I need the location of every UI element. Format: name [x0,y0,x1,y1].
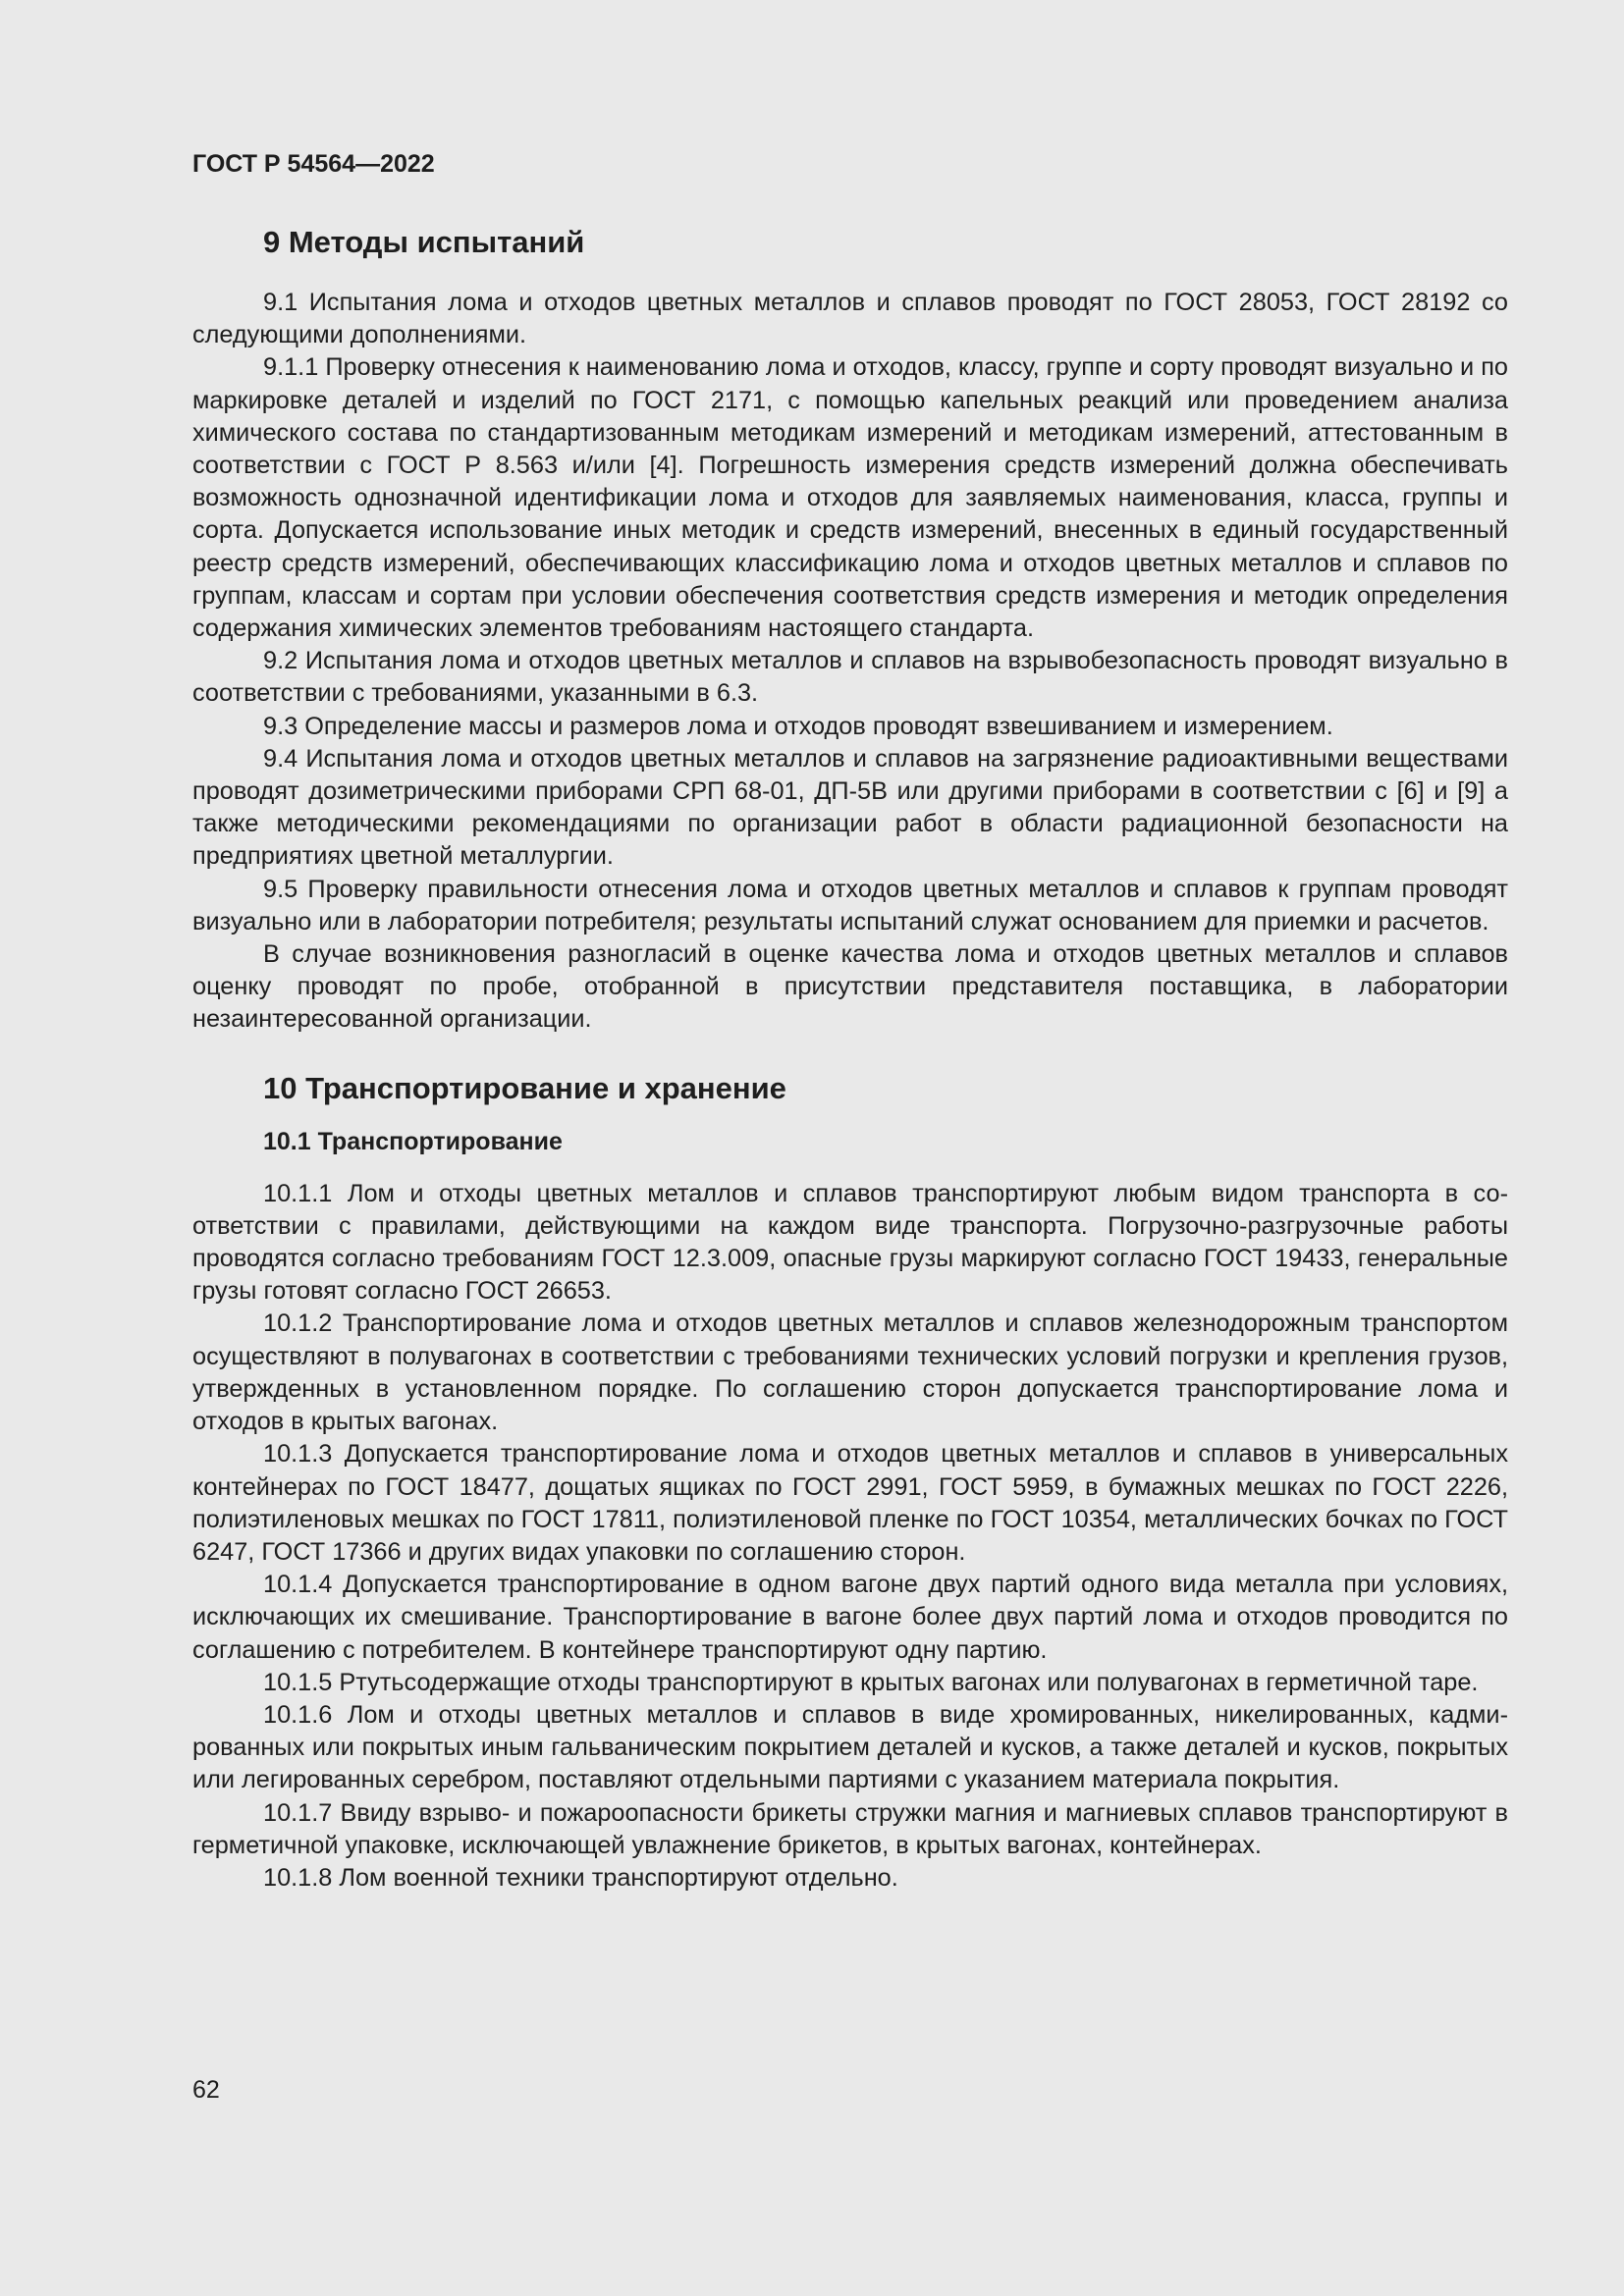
paragraph-9-2: 9.2 Испытания лома и отходов цветных металлов и сплавов на взрывобезопасность проводят визуально в соответствии с требованиями, указанными в 6.3. [192,647,1508,708]
paragraph-9-5: 9.5 Проверку правильности отнесения лома и отходов цветных металлов и сплавов к группам проводят визуально или в лаборатории потребителя; результаты испытаний служат основанием для приемки и расчетов. [192,875,1508,935]
paragraph-10-1-4: 10.1.4 Допускается транспортирование в одном вагоне двух партий одного вида металла при условиях, исключающих их смешивание. Транспортирование в вагоне более двух партий лома и отходов проводится по соглашению с потребителем. В контейнере транспортируют одну партию. [192,1571,1508,1664]
paragraph-10-1-1: 10.1.1 Лом и отходы цветных металлов и сплавов транспортируют любым видом транспорта в соответствии с правилами, действующими на каждом виде транспорта. Погрузочно-разгрузочные работы проводятся согласно требованиям ГОСТ 12.3.009, опасные грузы маркируют согласно ГОСТ 19433, генеральные грузы готовят согласно ГОСТ 26653. [192,1179,1508,1306]
document-code-header: ГОСТ Р 54564—2022 [192,150,435,178]
section-9-title: 9 Методы испытаний [263,225,585,259]
section-10-title: 10 Транспортирование и хранение [263,1070,786,1105]
paragraph-9-4: 9.4 Испытания лома и отходов цветных металлов и сплавов на загрязнение радиоактивными веществами проводят дозиметрическими приборами СРП 68-01, ДП-5В или другими приборами в соответствии с [6] и [9] а также методическими рекомендациями по организации работ в области радиационной безопасности на предприятиях цветной металлургии. [192,744,1508,871]
paragraph-10-1-8: 10.1.8 Лом военной техники транспортируют отдельно. [263,1863,898,1892]
paragraph-9-5-disputes: В случае возникновения разногласий в оценке качества лома и отходов цветных металлов и сплавов оценку проводят по пробе, отобранной в присутствии представителя поставщика, в лаборатории незаинтересованной организации. [192,940,1508,1034]
paragraph-10-1-2: 10.1.2 Транспортирование лома и отходов цветных металлов и сплавов железнодорожным транспортом осуществляют в полувагонах в соответствии с требованиями технических условий погрузки и крепления грузов, утвержденных в установленном порядке. По соглашению сторон допускается транспортирование лома и отходов в крытых вагонах. [192,1309,1508,1436]
paragraph-10-1-7: 10.1.7 Ввиду взрыво- и пожароопасности брикеты стружки магния и магниевых сплавов транспортируют в герметичной упаковке, исключающей увлажнение брикетов, в крытых вагонах, контейнерах. [192,1798,1508,1859]
paragraph-9-1: 9.1 Испытания лома и отходов цветных металлов и сплавов проводят по ГОСТ 28053, ГОСТ 28192 со следующими дополнениями. [192,289,1508,349]
paragraph-10-1-5: 10.1.5 Ртутьсодержащие отходы транспортируют в крытых вагонах или полувагонах в герметичной таре. [263,1668,1479,1696]
page-content [192,222,1508,1895]
subsection-10-1-title: 10.1 Транспортирование [263,1127,563,1155]
paragraph-9-3: 9.3 Определение массы и размеров лома и отходов проводят взвешиванием и измерением. [263,712,1333,740]
page-number: 62 [192,2076,220,2104]
paragraph-10-1-3: 10.1.3 Допускается транспортирование лома и отходов цветных металлов и сплавов в универсальных контейнерах по ГОСТ 18477, дощатых ящиках по ГОСТ 2991, ГОСТ 5959, в бумажных мешках по ГОСТ 2226, полиэтиленовых мешках по ГОСТ 17811, полиэтиленовой пленке по ГОСТ 10354, металлических бочках по ГОСТ 6247, ГОСТ 17366 и других видах упаковки по соглашению сторон. [192,1440,1508,1566]
paragraph-10-1-6: 10.1.6 Лом и отходы цветных металлов и сплавов в виде хромированных, никелированных, кадмированных или покрытых иным гальваническим покрытием деталей и кусков, а также деталей и кусков, покрытых или легированных серебром, поставляют отдельными партиями с указанием материала покрытия. [192,1700,1508,1794]
paragraph-9-1-1: 9.1.1 Проверку отнесения к наименованию лома и отходов, классу, группе и сорту проводят визуально и по маркировке деталей и изделий по ГОСТ 2171, с помощью капельных реакций или проведением анализа химического состава по стандартизованным методикам измерений и методикам измерений, аттестованным в соответствии с ГОСТ Р 8.563 и/или [4]. Погрешность измерения средств измерений должна обеспечивать возможность однозначной идентификации лома и отходов для заявляемых наименования, класса, группы и сорта. Допускается использование иных методик и средств измерений, внесенных в единый государственный реестр средств измерений, обеспечивающих классификацию лома и отходов цветных металлов и сплавов по группам, классам и сортам при условии обеспечения соответствия средств измерения и методик определения содержания химических элементов требованиям настоящего стандарта. [192,353,1508,643]
